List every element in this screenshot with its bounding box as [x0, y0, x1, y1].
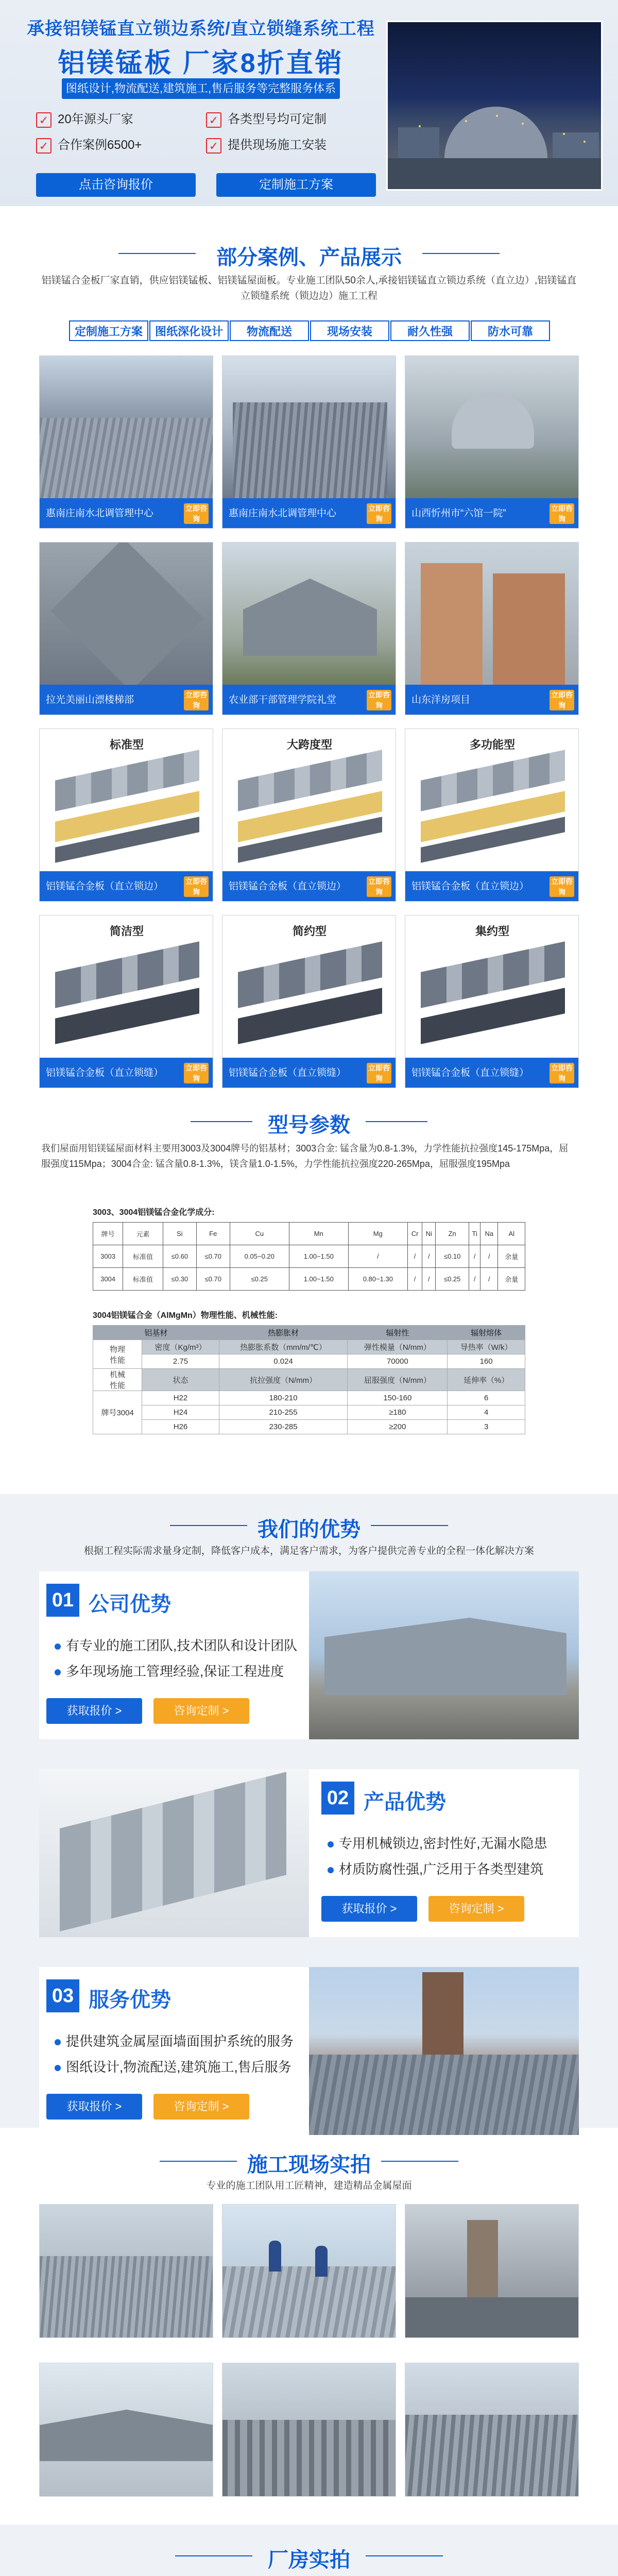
advantage-card [39, 1769, 579, 1937]
table-row: H24 210-255 ≥180 4 [93, 1405, 525, 1420]
factory-title: 厂房实拍 [268, 2549, 350, 2571]
product-diagram [40, 916, 213, 1058]
check-icon: ✓ [36, 112, 52, 128]
consult-badge[interactable]: 立即咨询 [184, 1063, 209, 1083]
profile-label: 大跨度型 [286, 738, 332, 751]
advantage-number: 02 [321, 1782, 354, 1815]
bullet-icon [55, 2065, 61, 2071]
product-caption-bar [222, 1058, 396, 1088]
custom-consult-button[interactable]: 咨询定制 > [153, 1698, 249, 1724]
product-card[interactable] [39, 915, 213, 1088]
title-rule [381, 2161, 458, 2162]
product-caption: 铝镁锰合金板（直立锁边） [229, 881, 347, 892]
advantage-point: 有专业的施工团队,技术团队和设计团队 [55, 1635, 297, 1654]
check-icon: ✓ [36, 138, 52, 154]
params-description: 我们屋面用铝镁锰屋面材料主要用3003及3004牌号的铝基材；3003合金: 锰含量为0.8-1.3%，力学性能抗拉强度145-175Mpa，屈服强度115Mpa；3004合金: 锰含量0.8-1.3%，镁含量1.0-1.5%，力学性能抗拉强度220-265Mpa，屈服强度195Mpa [41, 1143, 569, 1169]
hero-slogan: 铝镁锰板 厂家8折直销 [58, 48, 344, 78]
advantages-title: 我们的优势 [258, 1518, 360, 1541]
params-title: 型号参数 [268, 1114, 350, 1137]
product-diagram [222, 916, 396, 1058]
consult-badge[interactable]: 立即咨询 [367, 876, 391, 897]
case-caption-bar [405, 498, 579, 529]
case-photo [222, 356, 396, 498]
check-icon: ✓ [206, 138, 221, 154]
product-caption: 铝镁锰合金板（直立锁缝） [229, 1067, 347, 1078]
product-card[interactable] [405, 728, 579, 902]
consult-badge[interactable]: 立即咨询 [184, 690, 209, 710]
product-diagram [405, 729, 579, 871]
table-header-row: 铝基材 热膨胀材 辐射性 辐射熔体 [93, 1326, 525, 1340]
tag-drawing: 图纸深化设计 [149, 320, 229, 341]
feature-item: ✓ 20年源头厂家 [36, 109, 133, 130]
case-caption: 山西忻州市“六馆一院” [411, 508, 506, 519]
title-rule [422, 253, 500, 254]
church-roof-photo [309, 1967, 579, 2135]
product-diagram [405, 916, 579, 1058]
advantage-title: 服务优势 [89, 1989, 171, 2011]
advantage-card [39, 1571, 579, 1739]
case-photo [405, 543, 579, 685]
tag-custom-plan: 定制施工方案 [69, 320, 148, 341]
case-caption-bar [40, 498, 213, 529]
bullet-icon [55, 1643, 61, 1650]
table-row: 3003 标准值 ≤0.60 ≤0.70 0.05~0.20 1.00~1.50 / / / ≤0.10 / / 余量 [93, 1245, 525, 1268]
profile-label: 标准型 [109, 738, 144, 751]
tag-install: 现场安装 [310, 320, 389, 341]
consult-badge[interactable]: 立即咨询 [184, 876, 209, 897]
feature-item: ✓ 合作案例6500+ [36, 135, 142, 156]
advantage-title: 公司优势 [89, 1593, 171, 1616]
consult-badge[interactable]: 立即咨询 [184, 503, 209, 524]
table-row: 机械 性能 状态 抗拉强度（N/mm） 屈服强度（N/mm） 延伸率（%） [93, 1369, 525, 1391]
cases-title: 部分案例、产品展示 [216, 246, 402, 269]
case-card[interactable] [39, 542, 213, 715]
custom-consult-button[interactable]: 咨询定制 > [428, 1896, 524, 1922]
chem-composition-table [93, 1222, 525, 1291]
advantage-point: 专用机械锁边,密封性好,无漏水隐患 [328, 1833, 547, 1852]
advantage-point: 多年现场施工管理经验,保证工程进度 [55, 1661, 284, 1680]
hero-title: 承接铝镁锰直立锁边系统/直立锁缝系统工程 [27, 19, 375, 39]
advantages-description: 根据工程实际需求量身定制，降低客户成本，满足客户需求，为客户提供完善专业的全程一体化解决方案 [83, 1546, 534, 1556]
construction-photo [405, 2204, 579, 2338]
case-caption-bar [40, 685, 213, 715]
mech-table-title: 3004铝镁锰合金（AlMgMn）物理性能、机械性能: [93, 1311, 278, 1320]
product-caption-bar [40, 871, 213, 902]
case-caption-bar [222, 498, 396, 529]
construction-photo [39, 2363, 213, 2497]
custom-consult-button[interactable]: 咨询定制 > [153, 2094, 249, 2120]
bullet-icon [328, 1867, 334, 1873]
construction-photo [222, 2204, 396, 2338]
bullet-icon [328, 1841, 334, 1848]
case-card[interactable] [405, 542, 579, 715]
product-caption: 铝镁锰合金板（直立锁缝） [46, 1067, 164, 1078]
advantage-point: 提供建筑金属屋面墙面围护系统的服务 [55, 2031, 294, 2050]
profile-label: 多功能型 [469, 738, 515, 751]
consult-badge[interactable]: 立即咨询 [367, 690, 391, 710]
product-caption: 铝镁锰合金板（直立锁边） [411, 881, 529, 892]
case-caption: 惠南庄南水北调管理中心 [229, 508, 337, 519]
check-icon: ✓ [206, 112, 221, 128]
product-card[interactable] [405, 915, 579, 1088]
get-quote-button[interactable]: 获取报价 > [46, 1698, 142, 1724]
table-row: 牌号3004 H22 180-210 150-160 6 [93, 1391, 525, 1405]
title-rule [366, 2555, 443, 2556]
tag-waterproof: 防水可靠 [471, 320, 550, 341]
advantage-point: 材质防腐性强,广泛用于各类型建筑 [328, 1859, 543, 1878]
consult-badge[interactable]: 立即咨询 [550, 503, 574, 524]
case-card[interactable] [222, 542, 396, 715]
profile-label: 集约型 [475, 925, 509, 938]
construction-title: 施工现场实拍 [247, 2154, 371, 2176]
product-caption-bar [405, 871, 579, 902]
case-caption-bar [222, 685, 396, 715]
case-card[interactable] [222, 355, 396, 529]
case-caption: 农业部干部管理学院礼堂 [229, 694, 337, 705]
case-caption: 惠南庄南水北调管理中心 [46, 508, 154, 519]
construction-photo [39, 2204, 213, 2338]
product-caption: 铝镁锰合金板（直立锁边） [46, 881, 164, 892]
consult-badge[interactable]: 立即咨询 [550, 690, 574, 710]
get-quote-button[interactable]: 获取报价 > [46, 2094, 142, 2120]
tag-durable: 耐久性强 [390, 320, 470, 341]
case-photo [40, 356, 213, 498]
product-caption-bar [405, 1058, 579, 1088]
construction-photo [222, 2363, 396, 2497]
bullet-icon [55, 1669, 61, 1675]
chem-table-title: 3003、3004铝镁锰合金化学成分: [93, 1208, 215, 1217]
construction-photo [405, 2363, 579, 2497]
case-photo [40, 543, 213, 685]
product-diagram [222, 729, 396, 871]
product-caption-bar [222, 871, 396, 902]
product-caption: 铝镁锰合金板（直立锁缝） [411, 1067, 529, 1078]
product-caption-bar [40, 1058, 213, 1088]
roof-panel-photo [39, 1769, 309, 1937]
consult-badge[interactable]: 立即咨询 [367, 1063, 391, 1083]
hero-subtitle: 图纸设计,物流配送,建筑施工,售后服务等完整服务体系 [62, 78, 340, 99]
title-rule [371, 1525, 448, 1526]
factory-description [41, 2574, 577, 2576]
product-card[interactable] [222, 915, 396, 1088]
custom-plan-button[interactable]: 定制施工方案 [216, 173, 376, 197]
consult-badge[interactable]: 立即咨询 [550, 1063, 574, 1083]
consult-badge[interactable]: 立即咨询 [367, 503, 391, 524]
table-row: 3004 标准值 ≤0.30 ≤0.70 ≤0.25 1.00~1.50 0.80~1.30 / / ≤0.25 / / 余量 [93, 1268, 525, 1291]
table-row: 2.75 0.024 70000 160 [93, 1354, 525, 1369]
case-card[interactable] [405, 355, 579, 529]
feature-item: ✓ 提供现场施工安装 [206, 135, 327, 156]
bullet-icon [55, 2039, 61, 2045]
table-header-row: 牌号 元素 Si Fe Cu Mn Mg Cr Ni Zn Ti Na Al [93, 1223, 525, 1245]
construction-description: 专业的施工团队用工匠精神，建造精品金属屋面 [206, 2180, 412, 2191]
hero-photo [386, 21, 603, 191]
advantage-title: 产品优势 [364, 1791, 446, 1814]
profile-label: 简洁型 [109, 925, 144, 938]
case-caption-bar [405, 685, 579, 715]
product-diagram [40, 729, 213, 871]
case-photo [222, 543, 396, 685]
advantage-card [39, 1967, 579, 2135]
case-caption: 拉光美丽山漂楼梯部 [46, 694, 134, 705]
advantage-point: 图纸设计,物流配送,建筑施工,售后服务 [55, 2057, 291, 2076]
consult-badge[interactable]: 立即咨询 [550, 876, 574, 897]
factory-exterior-photo [309, 1571, 579, 1739]
profile-label: 简约型 [292, 925, 327, 938]
cases-description: 铝镁锰合金板厂家直销，供应铝镁锰板、铝镁锰屋面板。专业施工团队50余人,承接铝镁锰直立锁边系统（直立边）,铝镁锰直立锁缝系统（锁边边）施工工程 [41, 275, 577, 301]
get-quote-button[interactable]: 获取报价 > [321, 1896, 417, 1922]
table-row: 物理 性能 密度（Kg/m³） 热膨胀系数（mm/m/℃） 弹性模量（N/mm） 导热率（W/k） [93, 1340, 525, 1354]
title-rule [366, 1121, 427, 1122]
product-card[interactable] [222, 728, 396, 902]
table-row: H26 230-285 ≥200 3 [93, 1420, 525, 1434]
hero-banner [0, 0, 618, 206]
feature-item: ✓ 各类型号均可定制 [206, 109, 327, 130]
case-caption: 山东洋房项目 [411, 694, 471, 705]
consult-quote-button[interactable]: 点击咨询报价 [36, 173, 196, 197]
advantage-number: 03 [46, 1979, 79, 2012]
case-card[interactable] [39, 355, 213, 529]
product-card[interactable] [39, 728, 213, 902]
mechanical-properties-table [93, 1325, 525, 1434]
tag-logistics: 物流配送 [230, 320, 309, 341]
advantage-number: 01 [46, 1584, 79, 1617]
case-photo [405, 356, 579, 498]
